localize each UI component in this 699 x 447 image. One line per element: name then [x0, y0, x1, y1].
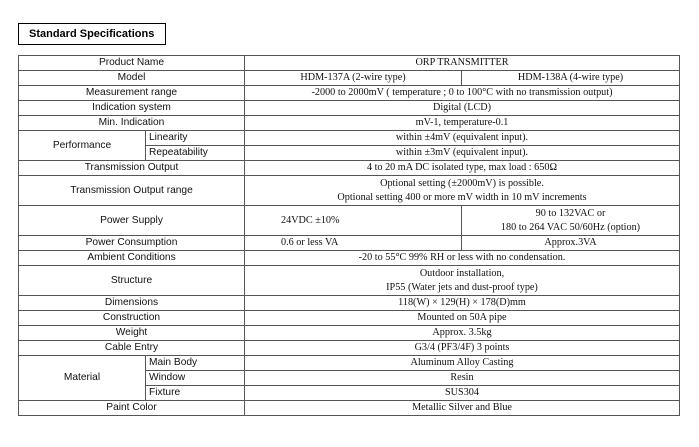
row-label: Indication system [19, 101, 245, 116]
row-value: within ±3mV (equivalent input). [245, 146, 680, 161]
value-line: Outdoor installation, [419, 267, 505, 279]
row-label: Construction [19, 311, 245, 326]
row-label: Min. Indication [19, 116, 245, 131]
row-value: 0.6 or less VA [245, 236, 462, 251]
row-label: Model [19, 71, 245, 86]
row-value: HDM-137A (2-wire type) [245, 71, 462, 86]
row-value: ORP TRANSMITTER [245, 56, 680, 71]
table-row [19, 236, 680, 251]
row-value: 24VDC ±10% [245, 206, 462, 236]
table-row [19, 266, 680, 296]
row-value: Resin [245, 371, 680, 386]
row-label: Paint Color [19, 401, 245, 416]
row-label: Measurement range [19, 86, 245, 101]
row-value: 4 to 20 mA DC isolated type, max load : 650Ω [245, 161, 680, 176]
row-value: G3/4 (PF3/4F) 3 points [245, 341, 680, 356]
row-value: -20 to 55°C 99% RH or less with no condensation. [245, 251, 680, 266]
spec-table [18, 55, 680, 416]
table-row [19, 296, 680, 311]
value-line: Optional setting 400 or more mV width in 10 mV increments [337, 191, 587, 203]
table-row [19, 251, 680, 266]
table-row [19, 71, 680, 86]
table-row [19, 356, 680, 371]
row-label: Transmission Output range [19, 176, 245, 206]
row-value: Mounted on 50A pipe [245, 311, 680, 326]
table-row [19, 341, 680, 356]
table-row [19, 401, 680, 416]
row-label: Cable Entry [19, 341, 245, 356]
value-line: IP55 (Water jets and dust-proof type) [386, 281, 538, 293]
row-value: within ±4mV (equivalent input). [245, 131, 680, 146]
row-value: -2000 to 2000mV ( temperature ; 0 to 100°C with no transmission output) [245, 86, 680, 101]
row-value [245, 176, 680, 206]
row-value: Digital (LCD) [245, 101, 680, 116]
row-value [245, 266, 680, 296]
row-value [462, 206, 680, 236]
row-label: Product Name [19, 56, 245, 71]
row-label: Ambient Conditions [19, 251, 245, 266]
row-value: Aluminum Alloy Casting [245, 356, 680, 371]
table-row [19, 326, 680, 341]
sub-label: Main Body [146, 356, 245, 371]
table-row [19, 116, 680, 131]
row-value: Approx.3VA [462, 236, 680, 251]
table-row [19, 101, 680, 116]
row-label: Weight [19, 326, 245, 341]
sub-label: Repeatability [146, 146, 245, 161]
table-row [19, 161, 680, 176]
row-value: mV-1, temperature-0.1 [245, 116, 680, 131]
table-row [19, 131, 680, 146]
row-value: SUS304 [245, 386, 680, 401]
row-value: HDM-138A (4-wire type) [462, 71, 680, 86]
sub-label: Window [146, 371, 245, 386]
row-value: 118(W) × 129(H) × 178(D)mm [245, 296, 680, 311]
sub-label: Fixture [146, 386, 245, 401]
value-line: 90 to 132VAC or [535, 207, 606, 219]
row-label: Transmission Output [19, 161, 245, 176]
row-label: Performance [19, 131, 146, 161]
value-line: Optional setting (±2000mV) is possible. [380, 177, 544, 189]
table-row [19, 311, 680, 326]
row-label: Power Consumption [19, 236, 245, 251]
row-value: Metallic Silver and Blue [245, 401, 680, 416]
section-heading: Standard Specifications [18, 23, 166, 45]
row-label: Material [19, 356, 146, 401]
sub-label: Linearity [146, 131, 245, 146]
table-row [19, 206, 680, 236]
table-row [19, 176, 680, 206]
table-row [19, 86, 680, 101]
table-row [19, 56, 680, 71]
value-line: 180 to 264 VAC 50/60Hz (option) [500, 221, 641, 233]
row-label: Structure [19, 266, 245, 296]
row-label: Power Supply [19, 206, 245, 236]
row-label: Dimensions [19, 296, 245, 311]
row-value: Approx. 3.5kg [245, 326, 680, 341]
